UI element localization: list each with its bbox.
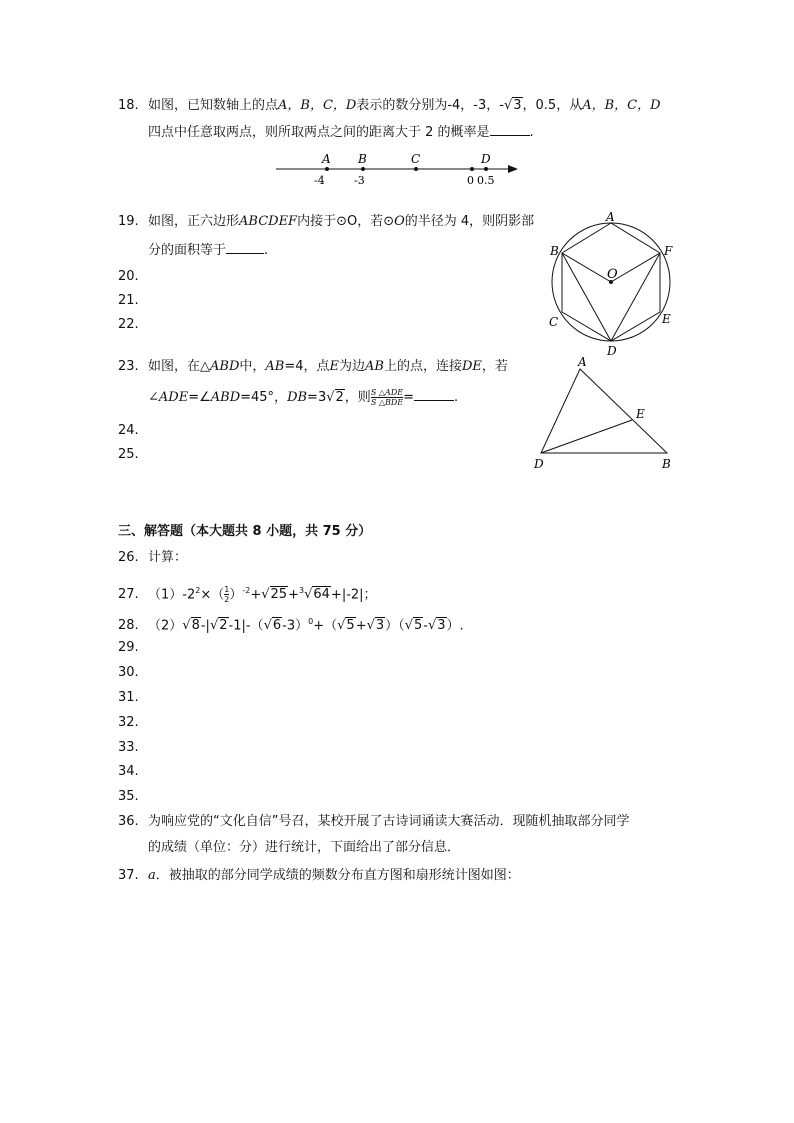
question-number-empty: 20.: [118, 269, 139, 284]
period: .: [454, 390, 459, 405]
question-text: 中，: [239, 359, 266, 374]
question-number: 28.: [118, 618, 139, 634]
point-name: E: [329, 359, 340, 374]
question-number: 18.: [118, 98, 139, 113]
radicand: 2: [335, 390, 344, 405]
question-36-line2: 的成绩（单位：分）进行统计，下面给出了部分信息．: [148, 840, 461, 855]
question-number: 23.: [118, 359, 139, 374]
expr-text: ）（: [385, 618, 405, 634]
radicand: 5: [413, 618, 423, 634]
label-d: D: [481, 152, 491, 166]
expr-text: ）: [229, 587, 243, 603]
tick-neg3: -3: [354, 174, 365, 187]
question-23: [118, 357, 508, 377]
label-e: E: [636, 407, 645, 421]
label-a: A: [322, 152, 331, 166]
label-d: D: [534, 457, 544, 471]
radicand: 64: [313, 587, 330, 603]
point-c-dot: [414, 167, 418, 171]
radicand: 2: [219, 618, 228, 634]
tick-neg4: -4: [314, 174, 325, 187]
sqrt-expression: √8: [182, 618, 200, 634]
radicand: 5: [346, 618, 355, 634]
point-names: A，B，C，D: [582, 98, 661, 113]
expr-text: -1|-（: [228, 618, 264, 634]
answer-blank: [414, 388, 454, 401]
fraction-denominator: 2: [224, 595, 230, 605]
expr-text: +: [355, 618, 367, 634]
question-text: 的半径为 4，则阴影部: [404, 214, 535, 229]
fraction-numerator: 1: [224, 585, 230, 595]
circle-name: O: [394, 214, 405, 229]
radicand: 8: [191, 618, 200, 634]
segment-of: [611, 253, 660, 282]
segment-fd: [611, 253, 660, 341]
question-number-empty: 29.: [118, 640, 139, 655]
point-names: A，B，C，D: [278, 98, 357, 113]
question-number: 36.: [118, 814, 139, 829]
question-number-empty: 22.: [118, 317, 139, 332]
sqrt-expression: √2: [209, 618, 228, 634]
expr-text: （2）: [148, 618, 183, 634]
exponent: -2: [242, 586, 251, 595]
question-text: 表示的数分别为-4，-3，-: [356, 98, 504, 113]
label-a: A: [606, 210, 615, 224]
sqrt-expression: √3: [503, 98, 522, 113]
radicand: 6: [272, 618, 282, 634]
question-text: 分的面积等于: [148, 243, 227, 258]
question-text: 如图，已知数轴上的点: [148, 98, 279, 113]
question-text: =∠: [188, 390, 211, 405]
fraction-denominator: S △BDE: [370, 398, 404, 407]
label-o: O: [607, 267, 618, 282]
cube-root-expression: √64: [304, 587, 330, 603]
label-c: C: [411, 152, 421, 166]
question-number-empty: 24.: [118, 423, 139, 438]
expr-text: +: [288, 587, 299, 603]
question-number-empty: 33.: [118, 740, 139, 755]
question-text: 计算：: [148, 550, 188, 565]
angle-name: ABD: [210, 390, 241, 405]
question-18-line2: [148, 123, 534, 143]
segment-name: DB: [287, 390, 308, 405]
sqrt-expression: √3: [427, 618, 446, 634]
radicand: 25: [270, 587, 288, 603]
hexagon-circle-figure: [540, 208, 690, 360]
sqrt-expression: √2: [326, 390, 344, 405]
expr-text: +: [250, 587, 262, 603]
equals: =: [403, 390, 415, 405]
label-e: E: [662, 312, 671, 326]
sqrt-expression: √3: [366, 618, 385, 634]
item-label: a: [148, 868, 156, 883]
question-text: 如图，在△: [148, 359, 210, 374]
expr-text: ×（: [200, 587, 225, 603]
question-36: [118, 812, 629, 832]
question-text: 上的点，连接: [383, 359, 462, 374]
angle-name: ∠ADE: [148, 390, 189, 405]
origin-dot: [470, 167, 474, 171]
triangle-name: ABD: [210, 359, 240, 374]
answer-blank: [226, 241, 264, 254]
period: .: [264, 243, 269, 258]
question-text: 为边: [339, 359, 366, 374]
question-number: 19.: [118, 214, 139, 229]
fraction-numerator: S △ADE: [370, 388, 404, 397]
triangle-abd: [541, 369, 667, 453]
hexagon-name: ABCDEF: [239, 214, 298, 229]
label-b: B: [662, 457, 671, 471]
sqrt-expression: √6: [263, 618, 282, 634]
label-b: B: [358, 152, 367, 166]
segment-de: [541, 420, 632, 453]
expr-text: -: [423, 618, 428, 634]
question-number: 27.: [118, 587, 139, 603]
question-number-empty: 30.: [118, 665, 139, 680]
question-27: [118, 581, 377, 605]
question-text: ，则: [344, 390, 371, 405]
exponent: 0: [308, 617, 314, 626]
segment-name: DE: [462, 359, 482, 374]
question-number-empty: 25.: [118, 447, 139, 462]
exponent: 2: [195, 586, 201, 595]
section-title: 三、解答题（本大题共 8 小题，共 75 分）: [118, 524, 372, 539]
label-d: D: [607, 344, 617, 358]
tick-0: 0: [467, 174, 474, 187]
area-ratio-fraction: [371, 388, 403, 407]
number-line-figure: [270, 148, 530, 188]
radicand: 3: [513, 98, 522, 113]
question-number: 26.: [118, 550, 139, 565]
question-number-empty: 21.: [118, 293, 139, 308]
axis-arrow: [508, 165, 518, 173]
label-f: F: [664, 244, 673, 258]
expr-text: -3）: [282, 618, 309, 634]
question-text: 四点中任意取两点，则所取两点之间的距离大于 2 的概率是: [148, 125, 490, 140]
question-19-line2: [148, 241, 268, 261]
question-number-empty: 31.: [118, 690, 139, 705]
question-28: [118, 612, 464, 636]
segment-name: AB: [265, 359, 285, 374]
radicand: 3: [375, 618, 385, 634]
expr-text: ）.: [446, 618, 464, 634]
question-text: 如图，正六边形: [148, 214, 240, 229]
question-number-empty: 32.: [118, 715, 139, 730]
question-text: 内接于⊙O，若⊙: [297, 214, 395, 229]
question-text: ，0.5，从: [522, 98, 583, 113]
question-text: ．被抽取的部分同学成绩的频数分布直方图和扇形统计图如图：: [155, 868, 520, 883]
point-d-dot: [484, 167, 488, 171]
root-index: 3: [298, 586, 305, 595]
question-23-line2: [148, 388, 458, 408]
question-text: =4，点: [284, 359, 330, 374]
triangle-figure: [530, 352, 680, 474]
question-37: [118, 866, 520, 886]
segment-bo: [562, 253, 611, 282]
question-26: [118, 548, 187, 568]
question-text: =3: [307, 390, 327, 405]
expr-text: +（: [313, 618, 338, 634]
sqrt-expression: √5: [337, 618, 355, 634]
segment-name: AB: [365, 359, 384, 374]
tick-0-5: 0.5: [477, 174, 495, 187]
expr-text: +|-2|；: [330, 587, 377, 603]
period: .: [529, 125, 534, 140]
question-text: =45°，: [240, 390, 288, 405]
segment-bd: [562, 253, 611, 341]
question-19: [118, 212, 534, 232]
sqrt-expression: √5: [404, 618, 423, 634]
label-c: C: [549, 315, 559, 329]
sqrt-expression: √25: [261, 587, 288, 603]
point-b-dot: [361, 167, 365, 171]
question-text: 为响应党的“文化自信”号召，某校开展了古诗词诵读大赛活动．现随机抽取部分同学: [148, 814, 630, 829]
question-18: [118, 96, 661, 116]
answer-blank: [490, 123, 530, 136]
question-text: ，若: [481, 359, 508, 374]
question-number-empty: 35.: [118, 789, 139, 804]
radicand: 3: [437, 618, 446, 634]
expr-text: -|: [200, 618, 210, 634]
point-a-dot: [325, 167, 329, 171]
question-number-empty: 34.: [118, 764, 139, 779]
label-a: A: [578, 355, 587, 369]
expr-text: （1）-2: [148, 587, 196, 603]
label-b: B: [550, 244, 559, 258]
question-number: 37.: [118, 868, 139, 883]
